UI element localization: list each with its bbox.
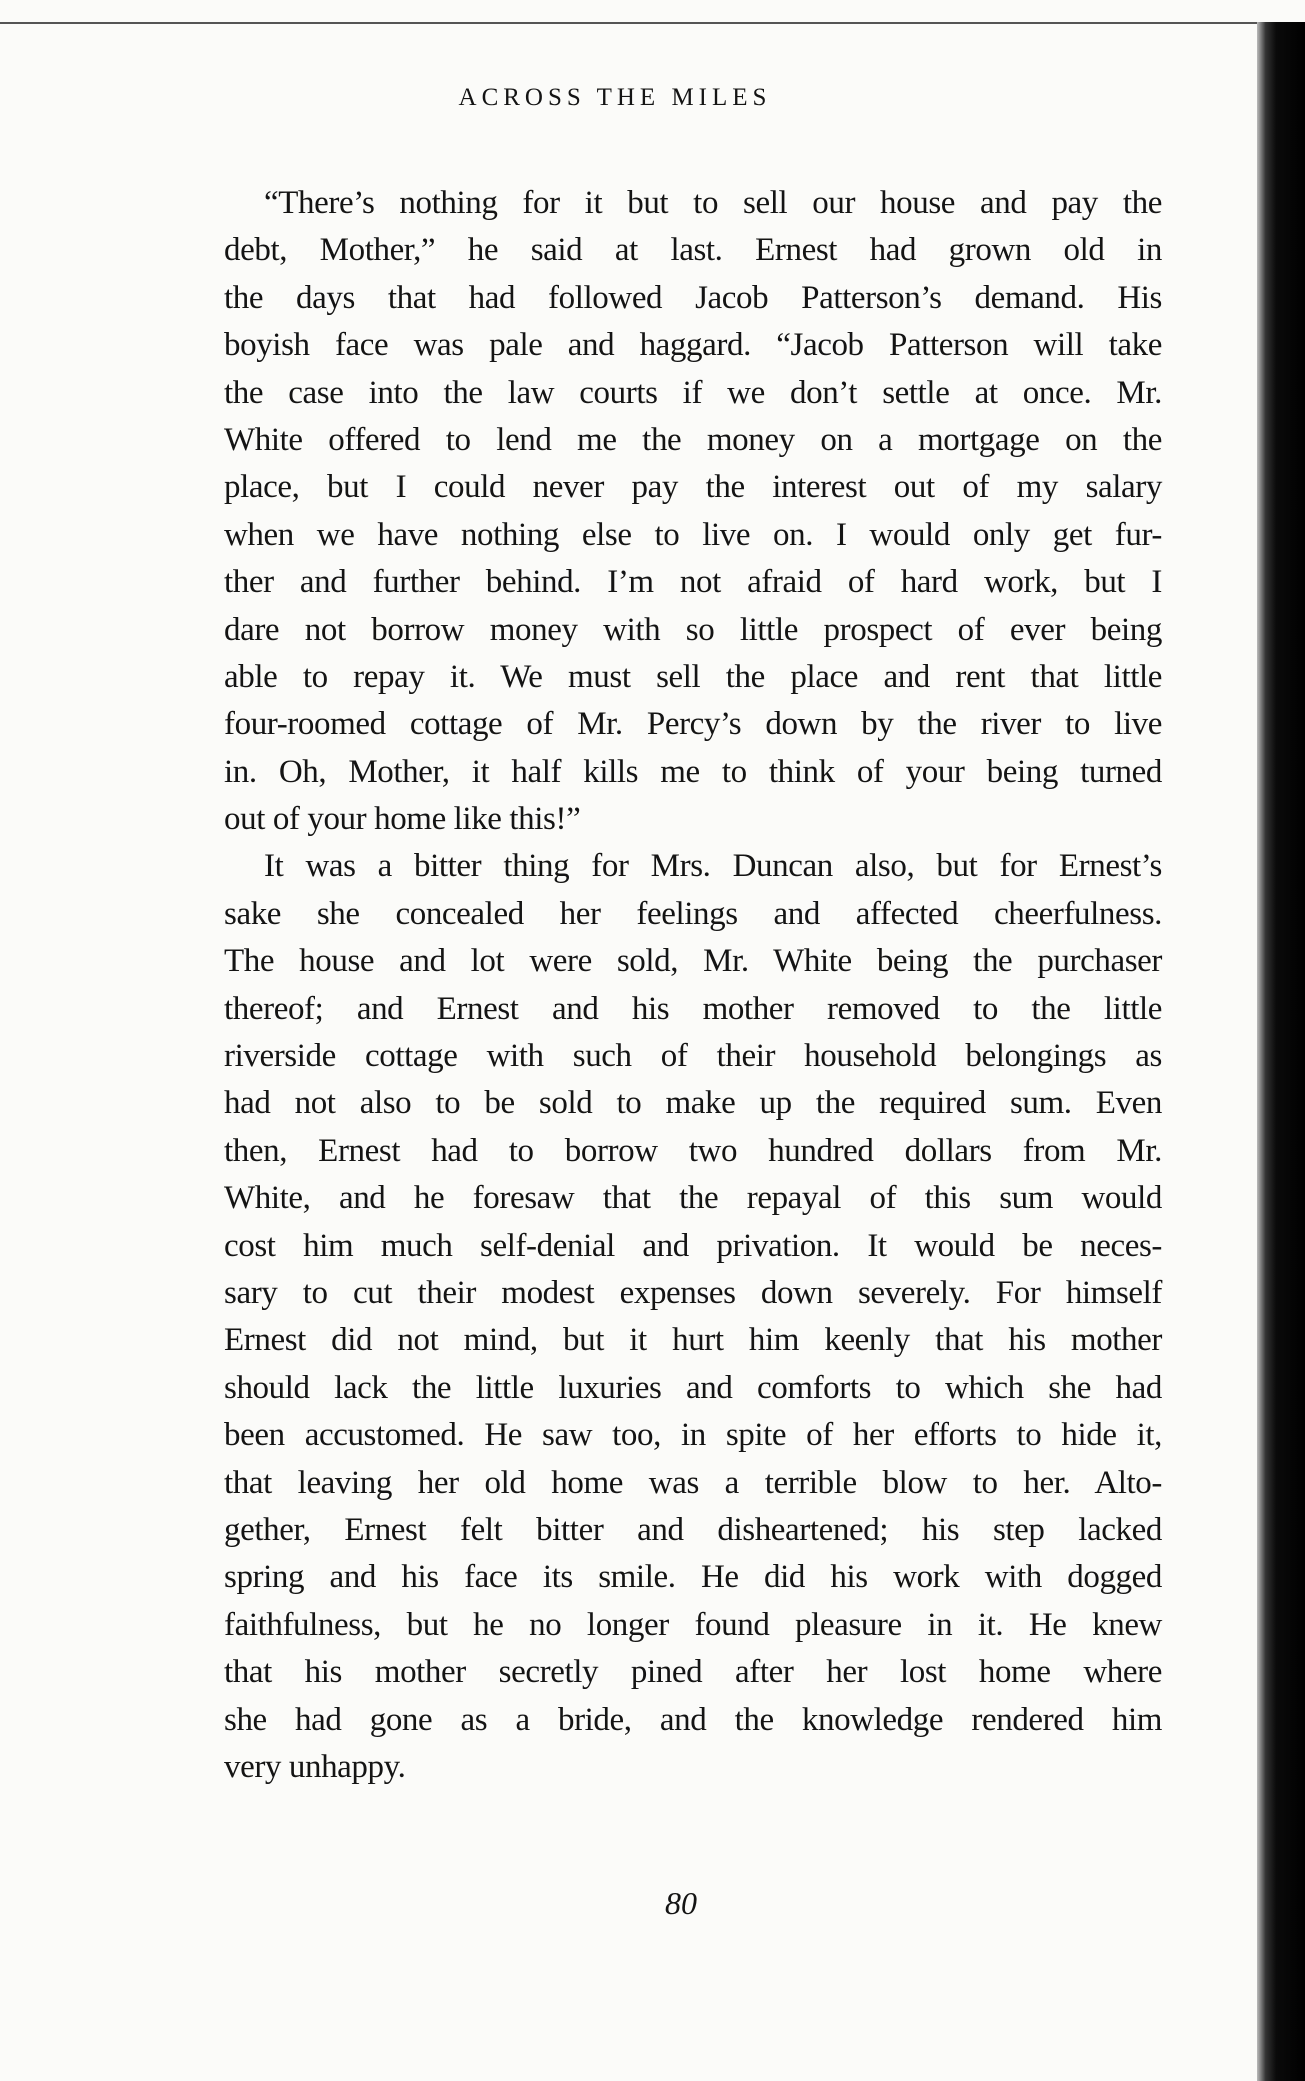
text-line: ther and further behind. I’m not afraid of hard work, but I	[224, 564, 1162, 601]
text-line: very unhappy.	[224, 1748, 406, 1785]
text-line: been accustomed. He saw too, in spite of her efforts to hide it,	[224, 1417, 1162, 1454]
text-line: White, and he foresaw that the repayal of this sum would	[224, 1180, 1162, 1217]
text-line: that leaving her old home was a terrible blow to her. Alto-	[224, 1464, 1162, 1501]
text-line: It was a bitter thing for Mrs. Duncan also, but for Ernest’s	[264, 848, 1162, 885]
text-line: able to repay it. We must sell the place and rent that little	[224, 658, 1162, 695]
text-line: when we have nothing else to live on. I would only get fur-	[224, 516, 1162, 553]
text-line: should lack the little luxuries and comforts to which she had	[224, 1369, 1162, 1406]
text-line: then, Ernest had to borrow two hundred dollars from Mr.	[224, 1132, 1162, 1169]
body-text	[224, 180, 1162, 1791]
text-line: “There’s nothing for it but to sell our house and pay the	[264, 185, 1162, 221]
text-line: faithfulness, but he no longer found pleasure in it. He knew	[224, 1606, 1162, 1643]
text-line: sary to cut their modest expenses down severely. For himself	[224, 1274, 1162, 1311]
text-line: riverside cottage with such of their household belongings as	[224, 1038, 1162, 1075]
page-number: 80	[665, 1885, 697, 1921]
text-line: she had gone as a bride, and the knowledge rendered him	[224, 1701, 1162, 1738]
text-line: Ernest did not mind, but it hurt him keenly that his mother	[224, 1322, 1162, 1359]
text-line: spring and his face its smile. He did his work with dogged	[224, 1559, 1162, 1596]
text-line: gether, Ernest felt bitter and disheartened; his step lacked	[224, 1511, 1162, 1548]
text-line: four-roomed cottage of Mr. Percy’s down by the river to live	[224, 706, 1162, 743]
text-line: had not also to be sold to make up the required sum. Even	[224, 1085, 1162, 1122]
text-line: out of your home like this!”	[224, 801, 581, 838]
text-line: The house and lot were sold, Mr. White being the purchaser	[224, 943, 1162, 980]
text-line: boyish face was pale and haggard. “Jacob Patterson will take	[224, 327, 1162, 364]
text-line: the case into the law courts if we don’t settle at once. Mr.	[224, 374, 1162, 411]
book-spine-shadow	[1257, 22, 1305, 2081]
page-top-rule	[0, 22, 1262, 24]
text-line: dare not borrow money with so little prospect of ever being	[224, 611, 1162, 648]
text-line: debt, Mother,” he said at last. Ernest had grown old in	[224, 232, 1162, 269]
running-header: ACROSS THE MILES	[458, 84, 772, 111]
text-line: White offered to lend me the money on a mortgage on the	[224, 421, 1162, 458]
text-line: in. Oh, Mother, it half kills me to think of your being turned	[224, 753, 1162, 790]
text-line: cost him much self-denial and privation. It would be neces-	[224, 1227, 1162, 1264]
text-line: that his mother secretly pined after her lost home where	[224, 1654, 1162, 1691]
text-line: sake she concealed her feelings and affected cheerfulness.	[224, 895, 1162, 932]
text-line: place, but I could never pay the interest out of my salary	[224, 469, 1162, 506]
text-line: the days that had followed Jacob Patterson’s demand. His	[224, 279, 1162, 316]
text-line: thereof; and Ernest and his mother removed to the little	[224, 990, 1162, 1027]
